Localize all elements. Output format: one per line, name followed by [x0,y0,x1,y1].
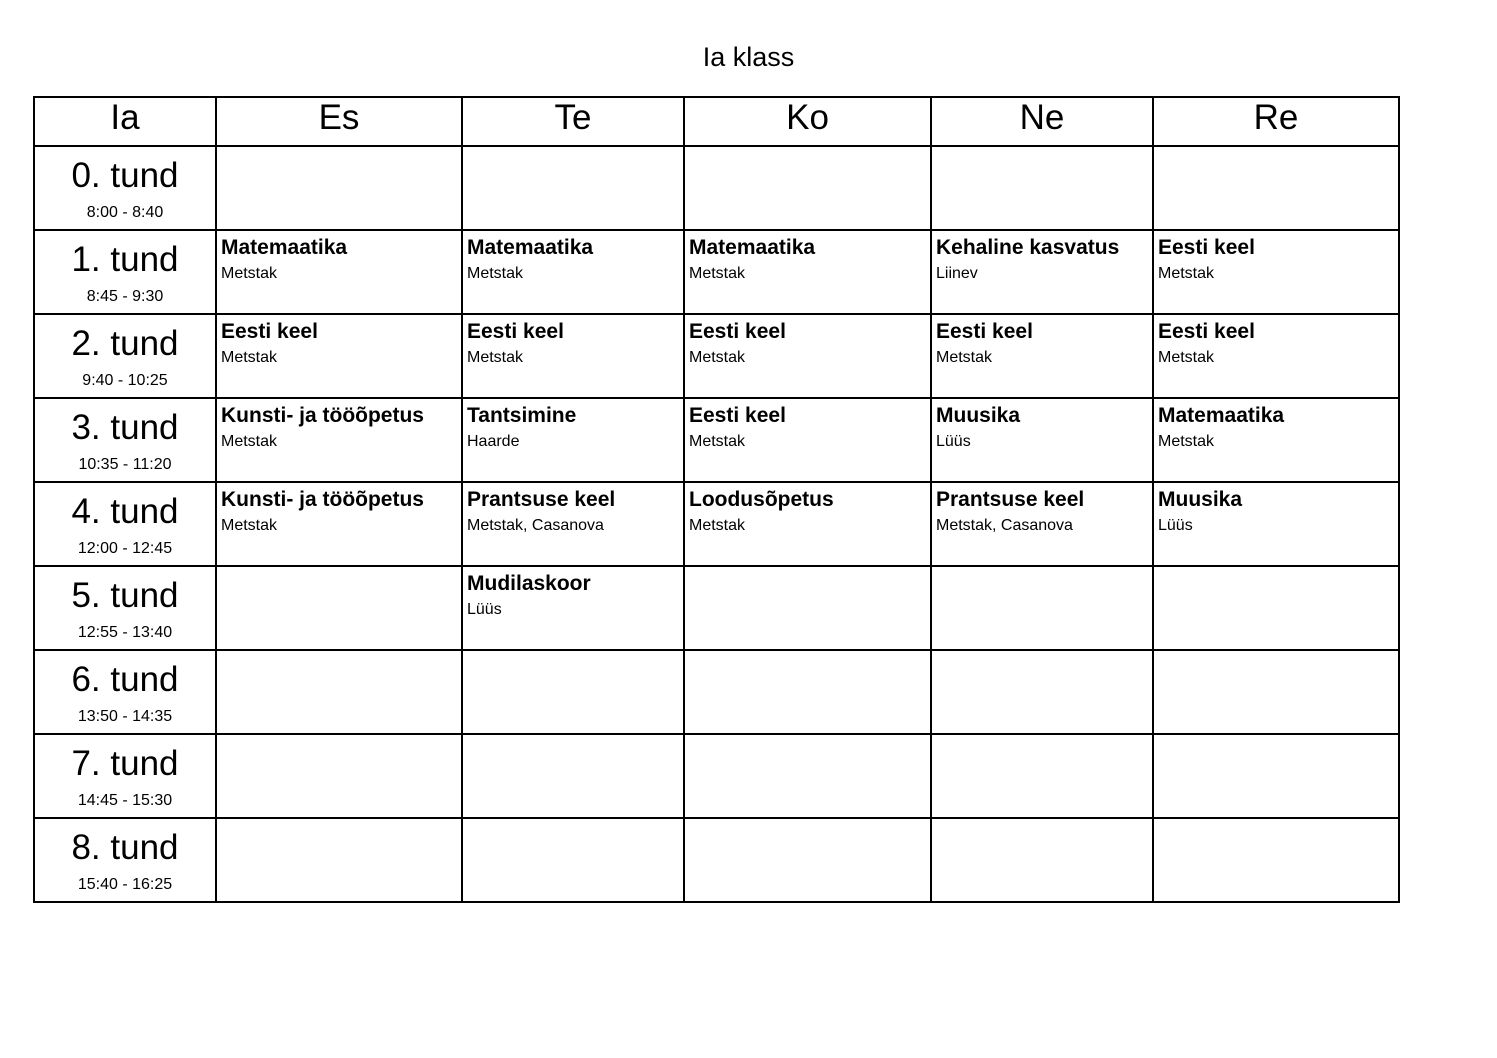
lesson-cell [684,818,931,902]
lesson-cell [1153,566,1399,650]
lesson-cell [684,398,931,482]
lesson-cell [1153,314,1399,398]
lesson-cell [216,650,462,734]
lesson-teacher: Metstak [936,349,993,366]
lesson-cell [684,230,931,314]
lesson-cell [216,398,462,482]
day-header: Es [216,97,462,146]
lesson-subject: Eesti keel [936,320,1033,343]
day-header: Te [462,97,684,146]
table-row [34,650,1399,734]
lesson-cell [684,146,931,230]
lesson-cell [684,482,931,566]
lesson-cell [931,482,1153,566]
lesson-cell [1153,734,1399,818]
period-time: 15:40 - 16:25 [77,876,173,893]
period-name: 8. tund [71,828,179,867]
table-row [34,314,1399,398]
lesson-cell [931,146,1153,230]
lesson-teacher: Liinev [936,265,978,282]
period-time: 10:35 - 11:20 [78,456,172,473]
lesson-subject: Matemaatika [1158,404,1285,427]
lesson-subject: Eesti keel [1158,320,1255,343]
lesson-cell [462,818,684,902]
lesson-subject: Prantsuse keel [467,488,616,511]
period-cell [34,146,216,230]
lesson-cell [1153,230,1399,314]
lesson-subject: Matemaatika [467,236,594,259]
lesson-teacher: Metstak [221,517,278,534]
table-row [34,566,1399,650]
period-time: 13:50 - 14:35 [77,708,173,725]
lesson-teacher: Metstak [689,517,746,534]
period-name: 0. tund [71,156,179,195]
lesson-cell [216,482,462,566]
period-name: 3. tund [71,408,179,447]
lesson-teacher: Metstak [1158,349,1215,366]
period-name: 7. tund [71,744,179,783]
period-time: 14:45 - 15:30 [77,792,173,809]
lesson-teacher: Lüüs [467,601,502,618]
lesson-subject: Eesti keel [689,320,786,343]
lesson-cell [462,146,684,230]
lesson-cell [1153,650,1399,734]
timetable [33,96,1400,903]
lesson-teacher: Metstak [221,349,278,366]
lesson-cell [931,566,1153,650]
period-cell [34,314,216,398]
lesson-subject: Eesti keel [221,320,318,343]
day-header: Ne [931,97,1153,146]
lesson-cell [462,230,684,314]
table-row [34,230,1399,314]
lesson-cell [462,482,684,566]
period-name: 5. tund [71,576,179,615]
period-cell [34,650,216,734]
period-time: 9:40 - 10:25 [82,372,168,389]
lesson-teacher: Metstak [221,433,278,450]
lesson-subject: Muusika [936,404,1021,427]
table-row [34,398,1399,482]
lesson-subject: Muusika [1158,488,1243,511]
lesson-subject: Eesti keel [467,320,564,343]
lesson-cell [1153,818,1399,902]
lesson-teacher: Metstak [221,265,278,282]
period-cell [34,818,216,902]
lesson-cell [462,650,684,734]
lesson-subject: Matemaatika [689,236,816,259]
corner-header: Ia [34,97,216,146]
lesson-cell [931,818,1153,902]
lesson-teacher: Lüüs [1158,517,1193,534]
lesson-subject: Kehaline kasvatus [936,236,1120,259]
lesson-cell [684,314,931,398]
period-time: 12:00 - 12:45 [77,540,173,557]
lesson-cell [216,230,462,314]
table-row [34,482,1399,566]
period-time: 8:00 - 8:40 [86,204,164,221]
lesson-cell [1153,398,1399,482]
lesson-teacher: Metstak [467,349,524,366]
lesson-subject: Tantsimine [467,404,577,427]
lesson-subject: Prantsuse keel [936,488,1085,511]
period-time: 12:55 - 13:40 [77,624,173,641]
period-cell [34,230,216,314]
period-name: 6. tund [71,660,179,699]
lesson-cell [216,146,462,230]
day-header: Re [1153,97,1399,146]
lesson-cell [216,818,462,902]
lesson-cell [1153,146,1399,230]
period-name: 4. tund [71,492,179,531]
lesson-teacher: Metstak, Casanova [467,517,604,534]
lesson-cell [684,566,931,650]
header-row [34,97,1399,146]
lesson-cell [216,566,462,650]
lesson-subject: Mudilaskoor [467,572,591,595]
lesson-cell [462,398,684,482]
period-cell [34,566,216,650]
lesson-subject: Kunsti- ja tööõpetus [221,488,424,511]
period-cell [34,734,216,818]
lesson-cell [684,734,931,818]
lesson-subject: Eesti keel [689,404,786,427]
period-name: 1. tund [71,240,179,279]
lesson-cell [684,650,931,734]
lesson-cell [462,734,684,818]
lesson-cell [216,734,462,818]
lesson-teacher: Metstak [689,349,746,366]
lesson-teacher: Lüüs [936,433,971,450]
lesson-teacher: Haarde [467,433,520,450]
lesson-subject: Kunsti- ja tööõpetus [221,404,424,427]
lesson-cell [931,734,1153,818]
table-row [34,146,1399,230]
period-cell [34,398,216,482]
lesson-teacher: Metstak [689,265,746,282]
lesson-cell [931,230,1153,314]
table-row [34,734,1399,818]
table-row [34,818,1399,902]
lesson-cell [216,314,462,398]
lesson-teacher: Metstak [1158,265,1215,282]
lesson-cell [462,566,684,650]
page-title: Ia klass [702,42,795,72]
lesson-cell [931,650,1153,734]
lesson-cell [931,398,1153,482]
lesson-cell [931,314,1153,398]
lesson-teacher: Metstak, Casanova [936,517,1073,534]
lesson-subject: Loodusõpetus [689,488,834,511]
lesson-teacher: Metstak [689,433,746,450]
lesson-teacher: Metstak [467,265,524,282]
lesson-teacher: Metstak [1158,433,1215,450]
period-name: 2. tund [71,324,179,363]
lesson-subject: Eesti keel [1158,236,1255,259]
lesson-cell [1153,482,1399,566]
day-header: Ko [684,97,931,146]
period-time: 8:45 - 9:30 [86,288,164,305]
period-cell [34,482,216,566]
lesson-subject: Matemaatika [221,236,348,259]
lesson-cell [462,314,684,398]
